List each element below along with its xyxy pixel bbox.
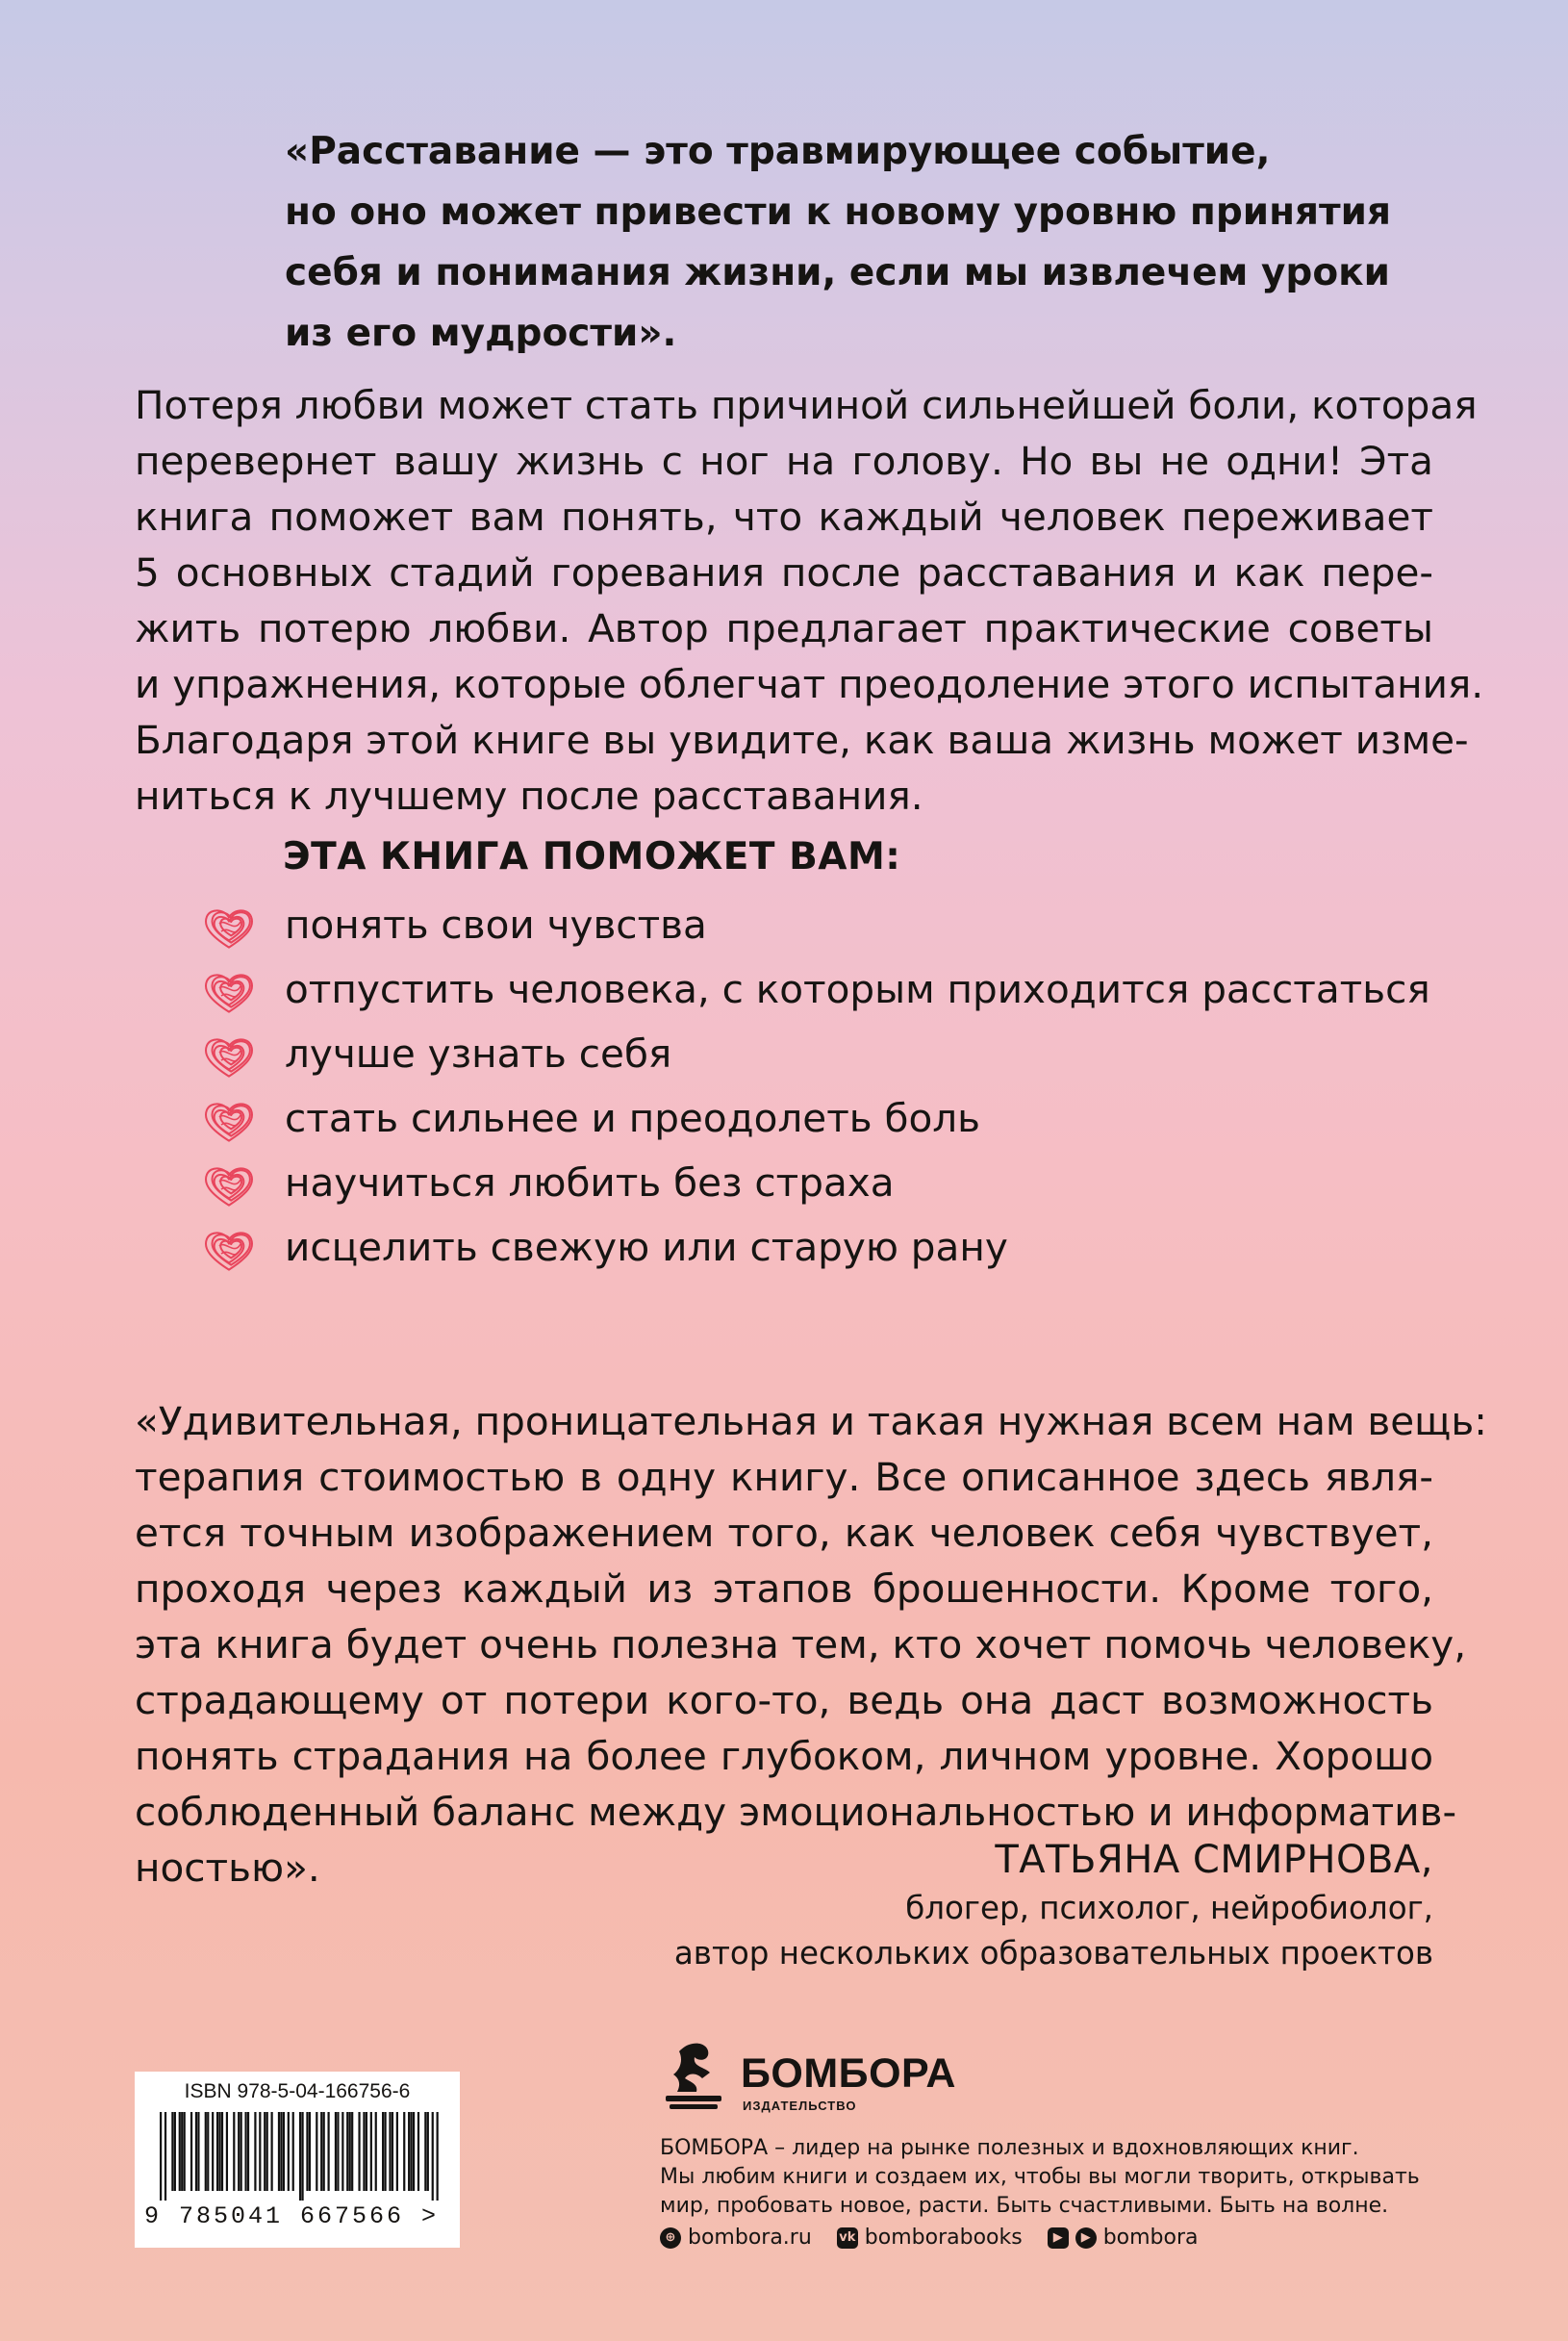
heart-scribble-icon [202, 1162, 258, 1209]
author-role: автор нескольких образовательных проектов [673, 1935, 1433, 1972]
description-line: Потеря любви может стать причиной сильнейшей боли, которая [135, 382, 1478, 428]
benefits-heading: ЭТА КНИГА ПОМОЖЕТ ВАМ: [283, 835, 901, 878]
bombora-logo-icon [660, 2040, 727, 2115]
publisher-socials [660, 2224, 1199, 2252]
about-line: Мы любим книги и создаем их, чтобы вы могли творить, открывать [660, 2165, 1420, 2189]
benefit-text: понять свои чувства [285, 902, 707, 948]
benefit-text: стать сильнее и преодолеть боль [285, 1095, 981, 1141]
social-messengers[interactable] [1048, 2224, 1199, 2252]
benefit-item [202, 1086, 1453, 1151]
benefit-text: научиться любить без страха [285, 1159, 895, 1206]
review-line: понять страдания на более глубоком, личном уровне. Хорошо [135, 1733, 1433, 1779]
benefit-text: исцелить свежую или старую рану [285, 1224, 1008, 1270]
quote-line: «Расставание — это травмирующее событие, [285, 130, 1271, 173]
book-description [135, 377, 1484, 824]
author-name: ТАТЬЯНА СМИРНОВА, [995, 1838, 1433, 1882]
benefit-item [202, 957, 1453, 1022]
review-line: проходя через каждый из этапов брошенности. Кроме того, [135, 1565, 1433, 1612]
social-label: bombora.ru [688, 2226, 812, 2250]
publisher-logo-subtext: ИЗДАТЕЛЬСТВО [743, 2099, 857, 2113]
benefit-text: отпустить человека, с которым приходится расстаться [285, 966, 1430, 1012]
review-line: терапия стоимостью в одну книгу. Все описанное здесь явля- [135, 1454, 1433, 1500]
publisher-about [660, 2134, 1420, 2221]
benefit-item [202, 1151, 1453, 1215]
barcode [135, 2072, 460, 2248]
heart-scribble-icon [202, 1227, 258, 1273]
review-line: страдающему от потери кого-то, ведь она даст возможность [135, 1677, 1433, 1723]
telegram-icon: ▶ [1075, 2227, 1097, 2249]
benefit-item [202, 1022, 1453, 1086]
heart-scribble-icon [202, 904, 258, 951]
description-line: ниться к лучшему после расставания. [135, 773, 923, 819]
description-line: жить потерю любви. Автор предлагает практические советы [135, 605, 1433, 651]
benefit-text: лучше узнать себя [285, 1031, 672, 1077]
author-role: блогер, психолог, нейробиолог, [905, 1890, 1433, 1926]
review-line: ется точным изображением того, как человек себя чувствует, [135, 1510, 1433, 1556]
review-line: эта книга будет очень полезна тем, кто хочет помочь человеку, [135, 1621, 1467, 1667]
quote-line: себя и понимания жизни, если мы извлечем уроки [285, 251, 1390, 294]
heart-scribble-icon [202, 1098, 258, 1144]
description-line: перевернет вашу жизнь с ног на голову. Но вы не одни! Эта [135, 438, 1433, 484]
heart-scribble-icon [202, 969, 258, 1015]
description-line: книга поможет вам понять, что каждый человек переживает [135, 494, 1433, 540]
benefit-item [202, 893, 1453, 957]
description-line: Благодаря этой книге вы увидите, как ваша жизнь может изме- [135, 717, 1469, 763]
social-label: bombora [1102, 2226, 1199, 2250]
review-line: «Удивительная, проницательная и такая нужная всем нам вещь: [135, 1398, 1487, 1444]
about-line: БОМБОРА – лидер на рынке полезных и вдохновляющих книг. [660, 2136, 1359, 2160]
barcode-bars [160, 2112, 439, 2201]
social-label: bomborabooks [864, 2226, 1023, 2250]
quote-line: из его мудрости». [285, 312, 677, 355]
isbn-number: ISBN 978-5-04-166756-6 [184, 2080, 411, 2102]
youtube-icon: ▶ [1048, 2227, 1069, 2249]
benefit-item [202, 1215, 1453, 1280]
publisher-logo-text: БОМБОРА [741, 2050, 956, 2097]
about-line: мир, пробовать новое, расти. Быть счастливыми. Быть на волне. [660, 2194, 1389, 2218]
social-website[interactable] [660, 2224, 812, 2252]
globe-icon: ⊕ [660, 2227, 681, 2249]
review-quote [135, 1393, 1487, 1896]
review-line: ностью». [135, 1845, 320, 1891]
heart-scribble-icon [202, 1033, 258, 1080]
barcode-digits: 9 785041 667566 > [144, 2202, 440, 2230]
benefits-list [202, 893, 1453, 1280]
review-author [674, 1834, 1433, 1976]
vk-icon: vk [837, 2227, 858, 2249]
epigraph-quote [285, 121, 1392, 364]
review-line: соблюденный баланс между эмоциональностью и информатив- [135, 1789, 1457, 1835]
description-line: и упражнения, которые облегчат преодоление этого испытания. [135, 661, 1484, 707]
description-line: 5 основных стадий горевания после расставания и как пере- [135, 549, 1433, 596]
social-vk[interactable] [837, 2224, 1023, 2252]
quote-line: но оно может привести к новому уровню принятия [285, 191, 1392, 234]
